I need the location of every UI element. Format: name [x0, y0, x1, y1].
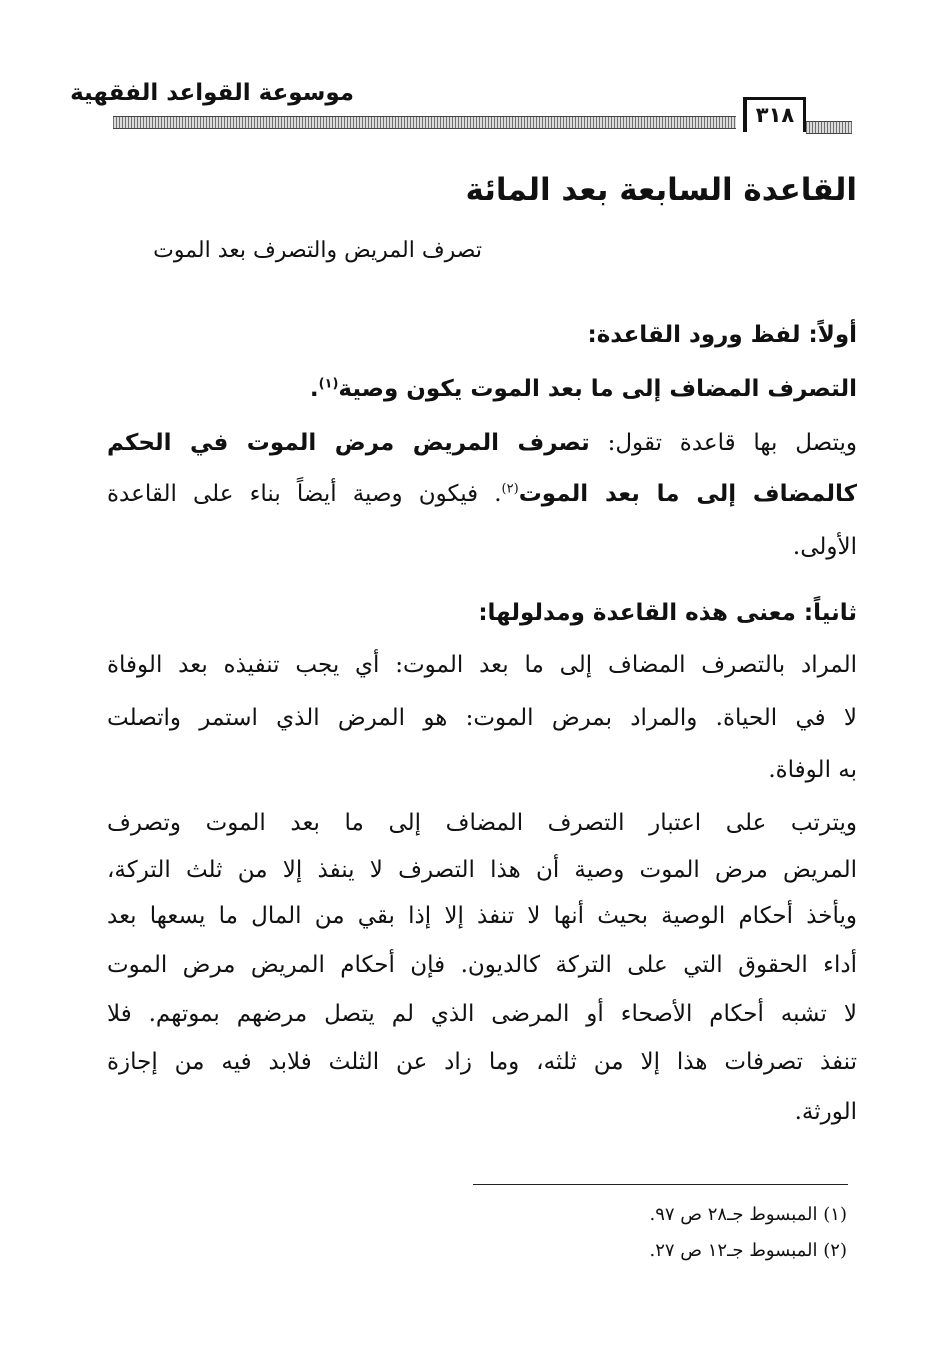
header-rule [113, 116, 736, 129]
rule-statement-end: . [309, 376, 319, 402]
footnote: (٢) المبسوط جـ١٢ ص ٢٧. [649, 1240, 847, 1261]
body-line: لا تشبه أحكام الأصحاء أو المرضى الذي لم يتصل مرضهم بموتهم. فلا [107, 1001, 857, 1027]
section-heading-wording: أولاً: لفظ ورود القاعدة: [587, 322, 857, 348]
body-line: الأولى. [792, 534, 857, 560]
related-rule-text: تصرف المريض مرض الموت في الحكم [107, 430, 590, 456]
text-run: ويتصل بها قاعدة تقول: [589, 430, 858, 456]
page-number: ٣١٨ [743, 97, 806, 132]
rule-title: القاعدة السابعة بعد المائة [465, 172, 857, 208]
related-rule-text: كالمضاف إلى ما بعد الموت [518, 481, 857, 507]
body-line: به الوفاة. [768, 757, 857, 783]
body-line [107, 481, 857, 507]
body-line: لا في الحياة. والمراد بمرض الموت: هو المرض الذي استمر واتصلت [107, 705, 857, 731]
body-line [107, 430, 857, 456]
text-run: . فيكون وصية أيضاً بناء على القاعدة [107, 481, 502, 507]
section-heading-meaning: ثانياً: معنى هذه القاعدة ومدلولها: [478, 600, 857, 626]
body-line: المراد بالتصرف المضاف إلى ما بعد الموت: أي يجب تنفيذه بعد الوفاة [107, 652, 857, 678]
running-header-title: موسوعة القواعد الفقهية [70, 80, 354, 106]
body-line: ويترتب على اعتبار التصرف المضاف إلى ما بعد الموت وتصرف [107, 810, 857, 836]
body-line: تنفذ تصرفات هذا إلا من ثلثه، وما زاد عن الثلث فلابد فيه من إجازة [107, 1049, 857, 1075]
rule-subtitle: تصرف المريض والتصرف بعد الموت [153, 238, 482, 263]
footnote: (١) المبسوط جـ٢٨ ص ٩٧. [649, 1204, 847, 1225]
header-rule-tail [806, 121, 852, 134]
body-line: المريض مرض الموت وصية أن هذا التصرف لا ينفذ إلا من ثلث التركة، [107, 857, 857, 883]
footnote-ref: (١) [318, 376, 339, 392]
body-line: ويأخذ أحكام الوصية بحيث أنها لا تنفذ إلا إذا بقي من المال ما يسعها بعد [107, 903, 857, 929]
body-line: الورثة. [794, 1099, 857, 1125]
footnote-ref: (٢) [501, 481, 519, 497]
rule-statement [107, 376, 857, 402]
footnote-separator [473, 1184, 848, 1185]
body-line: أداء الحقوق التي على التركة كالديون. فإن أحكام المريض مرض الموت [107, 952, 857, 978]
rule-statement-text: التصرف المضاف إلى ما بعد الموت يكون وصية [338, 376, 857, 402]
